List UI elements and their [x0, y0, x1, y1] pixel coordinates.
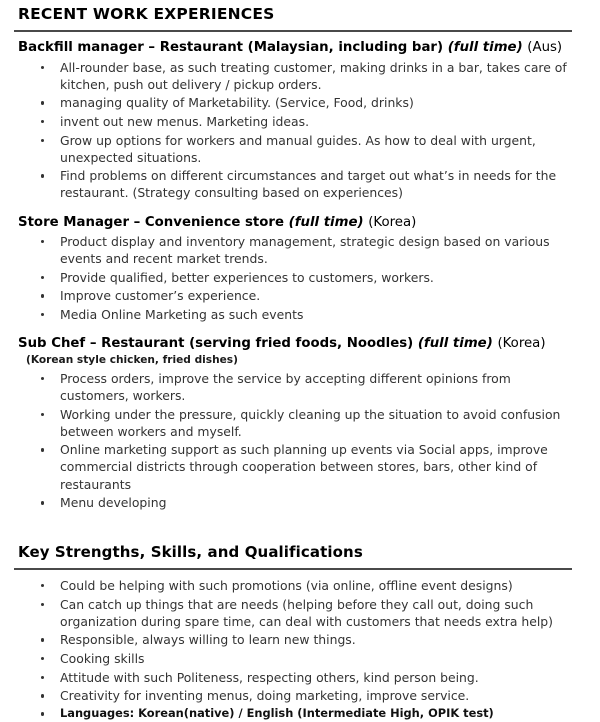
header-divider — [14, 30, 572, 32]
page-title: RECENT WORK EXPERIENCES — [18, 5, 275, 23]
list-item: Grow up options for workers and manual guides. As how to deal with urgent, unexpected situations. — [14, 132, 572, 166]
list-item: Online marketing support as such planning up events via Social apps, improve commercial districts through cooperation between stores, bars, other kind of restaurants — [14, 441, 572, 492]
list-item: managing quality of Marketability. (Service, Food, drinks) — [14, 94, 572, 111]
section-heading-key-strengths: Key Strengths, Skills, and Qualifications — [18, 543, 363, 562]
skills-bullet-list — [14, 577, 572, 722]
job-employment-type: (full time) — [447, 40, 523, 56]
list-item: Improve customer’s experience. — [14, 287, 572, 304]
job-bullet-list — [14, 370, 572, 511]
job-employment-type: (full time) — [288, 214, 364, 230]
job-title — [18, 39, 572, 56]
job-entry — [14, 39, 572, 201]
job-title-text: Sub Chef – Restaurant (serving fried foods, Noodles) — [18, 335, 414, 351]
job-bullet-list — [14, 59, 572, 202]
list-item: Responsible, always willing to learn new things. — [14, 631, 572, 648]
list-item: Media Online Marketing as such events — [14, 306, 572, 323]
list-item: Cooking skills — [14, 650, 572, 667]
job-title-text: Backfill manager – Restaurant (Malaysian, including bar) — [18, 40, 444, 56]
job-location: (Aus) — [527, 40, 563, 56]
list-item: Working under the pressure, quickly cleaning up the situation to avoid confusion between workers and myself. — [14, 406, 572, 440]
job-title-text: Store Manager – Convenience store — [18, 214, 284, 230]
job-subtitle: (Korean style chicken, fried dishes) — [26, 354, 238, 367]
job-entry — [14, 335, 572, 511]
job-bullet-list — [14, 233, 572, 323]
job-entry — [14, 214, 572, 323]
key-strengths-divider — [14, 568, 572, 570]
list-item: invent out new menus. Marketing ideas. — [14, 113, 572, 130]
list-item: Find problems on different circumstances and target out what’s in needs for the restaurant. (Strategy consulting based on experiences) — [14, 167, 572, 201]
list-item: Product display and inventory management, strategic design based on various events and recent market trends. — [14, 233, 572, 267]
recent-work-experiences-section — [14, 39, 572, 511]
job-title — [18, 214, 572, 231]
list-item: Can catch up things that are needs (helping before they call out, doing such organization during spare time, can deal with customers that needs extra help) — [14, 596, 572, 630]
list-item: Menu developing — [14, 494, 572, 511]
languages-list-item: Languages: Korean(native) / English (Intermediate High, OPIK test) — [14, 706, 572, 722]
list-item: Provide qualified, better experiences to customers, workers. — [14, 269, 572, 286]
key-strengths-section — [14, 529, 572, 722]
list-item: Process orders, improve the service by accepting different opinions from customers, workers. — [14, 370, 572, 404]
job-title — [18, 335, 572, 352]
job-location: (Korea) — [368, 214, 417, 230]
list-item: All-rounder base, as such treating customer, making drinks in a bar, takes care of kitchen, push out delivery / pickup orders. — [14, 59, 572, 93]
list-item: Could be helping with such promotions (via online, offline event designs) — [14, 577, 572, 594]
job-employment-type: (full time) — [417, 335, 493, 351]
list-item: Attitude with such Politeness, respecting others, kind person being. — [14, 669, 572, 686]
job-location: (Korea) — [497, 335, 546, 351]
list-item: Creativity for inventing menus, doing marketing, improve service. — [14, 687, 572, 704]
